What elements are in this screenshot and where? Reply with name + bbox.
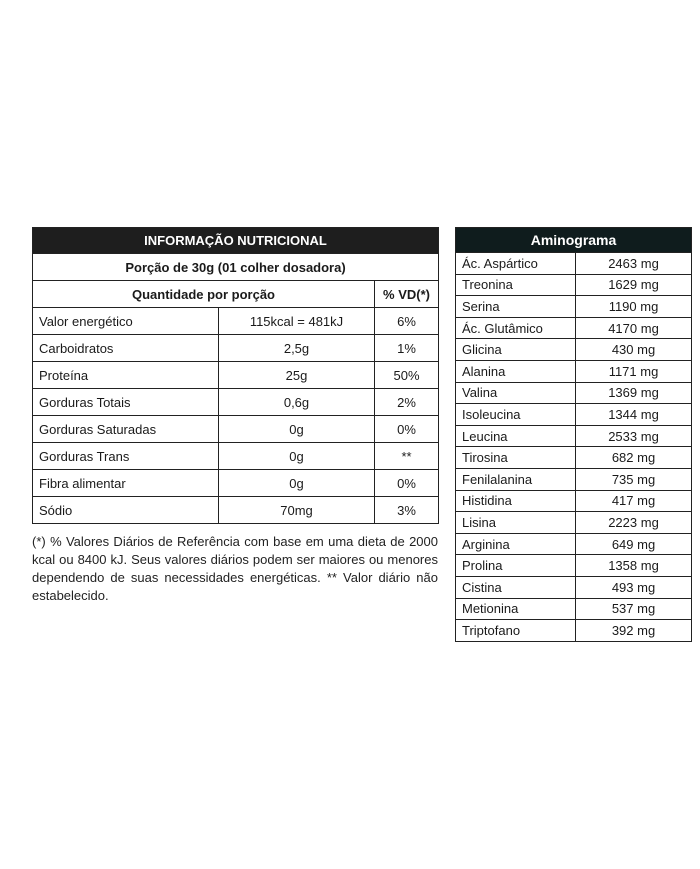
amino-name: Metionina	[456, 598, 576, 620]
nutrition-row	[33, 335, 439, 362]
nutrient-name: Proteína	[33, 362, 219, 389]
nutrition-title: INFORMAÇÃO NUTRICIONAL	[33, 228, 439, 254]
amino-row	[456, 296, 692, 318]
vd-header: % VD(*)	[375, 281, 439, 308]
amino-name: Prolina	[456, 555, 576, 577]
nutrient-name: Sódio	[33, 497, 219, 524]
nutrition-row	[33, 443, 439, 470]
amino-value: 537 mg	[576, 598, 692, 620]
amino-name: Leucina	[456, 425, 576, 447]
nutrient-amount: 70mg	[219, 497, 375, 524]
amino-name: Treonina	[456, 274, 576, 296]
nutrient-vd: **	[375, 443, 439, 470]
amino-row	[456, 360, 692, 382]
nutrition-facts-panel	[32, 227, 438, 605]
amino-row	[456, 274, 692, 296]
nutrient-name: Carboidratos	[33, 335, 219, 362]
nutrient-vd: 3%	[375, 497, 439, 524]
amino-row	[456, 425, 692, 447]
amino-value: 493 mg	[576, 576, 692, 598]
quantity-header: Quantidade por porção	[33, 281, 375, 308]
nutrient-vd: 0%	[375, 470, 439, 497]
nutrient-name: Gorduras Totais	[33, 389, 219, 416]
nutrient-name: Gorduras Trans	[33, 443, 219, 470]
nutrient-name: Valor energético	[33, 308, 219, 335]
amino-name: Valina	[456, 382, 576, 404]
amino-name: Fenilalanina	[456, 468, 576, 490]
amino-name: Histidina	[456, 490, 576, 512]
amino-name: Ác. Glutâmico	[456, 317, 576, 339]
amino-value: 1369 mg	[576, 382, 692, 404]
amino-value: 1344 mg	[576, 404, 692, 426]
amino-value: 392 mg	[576, 620, 692, 642]
amino-row	[456, 317, 692, 339]
amino-row	[456, 404, 692, 426]
amino-value: 2463 mg	[576, 253, 692, 275]
amino-value: 682 mg	[576, 447, 692, 469]
nutrient-vd: 6%	[375, 308, 439, 335]
amino-name: Cistina	[456, 576, 576, 598]
amino-value: 1190 mg	[576, 296, 692, 318]
amino-row	[456, 382, 692, 404]
amino-value: 1171 mg	[576, 360, 692, 382]
amino-row	[456, 253, 692, 275]
amino-value: 1358 mg	[576, 555, 692, 577]
aminogram-title: Aminograma	[456, 228, 692, 253]
amino-row	[456, 490, 692, 512]
nutrient-amount: 0g	[219, 470, 375, 497]
amino-value: 2223 mg	[576, 512, 692, 534]
nutrient-amount: 0,6g	[219, 389, 375, 416]
amino-row	[456, 598, 692, 620]
amino-value: 649 mg	[576, 533, 692, 555]
amino-name: Tirosina	[456, 447, 576, 469]
nutrient-amount: 0g	[219, 443, 375, 470]
nutrient-vd: 2%	[375, 389, 439, 416]
nutrition-row	[33, 362, 439, 389]
amino-row	[456, 447, 692, 469]
nutrient-amount: 115kcal = 481kJ	[219, 308, 375, 335]
amino-name: Lisina	[456, 512, 576, 534]
nutrient-amount: 25g	[219, 362, 375, 389]
nutrition-row	[33, 389, 439, 416]
amino-value: 4170 mg	[576, 317, 692, 339]
nutrition-row	[33, 416, 439, 443]
amino-value: 417 mg	[576, 490, 692, 512]
nutrient-vd: 0%	[375, 416, 439, 443]
nutrition-row	[33, 497, 439, 524]
nutrition-footnote: (*) % Valores Diários de Referência com base em uma dieta de 2000 kcal ou 8400 kJ. Seus valores diários podem ser maiores ou menores dependendo de suas necessidades energéticas. ** Valor diário não estabelecido.	[32, 534, 438, 603]
nutrient-name: Fibra alimentar	[33, 470, 219, 497]
amino-row	[456, 468, 692, 490]
amino-value: 735 mg	[576, 468, 692, 490]
nutrient-vd: 1%	[375, 335, 439, 362]
amino-row	[456, 576, 692, 598]
portion-label: Porção de 30g (01 colher dosadora)	[33, 254, 439, 281]
amino-name: Alanina	[456, 360, 576, 382]
amino-value: 1629 mg	[576, 274, 692, 296]
amino-name: Serina	[456, 296, 576, 318]
amino-row	[456, 339, 692, 361]
nutrient-amount: 2,5g	[219, 335, 375, 362]
amino-row	[456, 512, 692, 534]
nutrient-amount: 0g	[219, 416, 375, 443]
amino-name: Isoleucina	[456, 404, 576, 426]
amino-name: Glicina	[456, 339, 576, 361]
amino-row	[456, 555, 692, 577]
nutrition-row	[33, 470, 439, 497]
aminogram-table	[455, 227, 692, 642]
amino-row	[456, 533, 692, 555]
amino-value: 430 mg	[576, 339, 692, 361]
nutrient-name: Gorduras Saturadas	[33, 416, 219, 443]
amino-row	[456, 620, 692, 642]
amino-name: Triptofano	[456, 620, 576, 642]
aminogram-panel	[455, 227, 691, 642]
nutrition-table	[32, 227, 439, 524]
nutrition-row	[33, 308, 439, 335]
nutrient-vd: 50%	[375, 362, 439, 389]
amino-name: Arginina	[456, 533, 576, 555]
amino-value: 2533 mg	[576, 425, 692, 447]
amino-name: Ác. Aspártico	[456, 253, 576, 275]
